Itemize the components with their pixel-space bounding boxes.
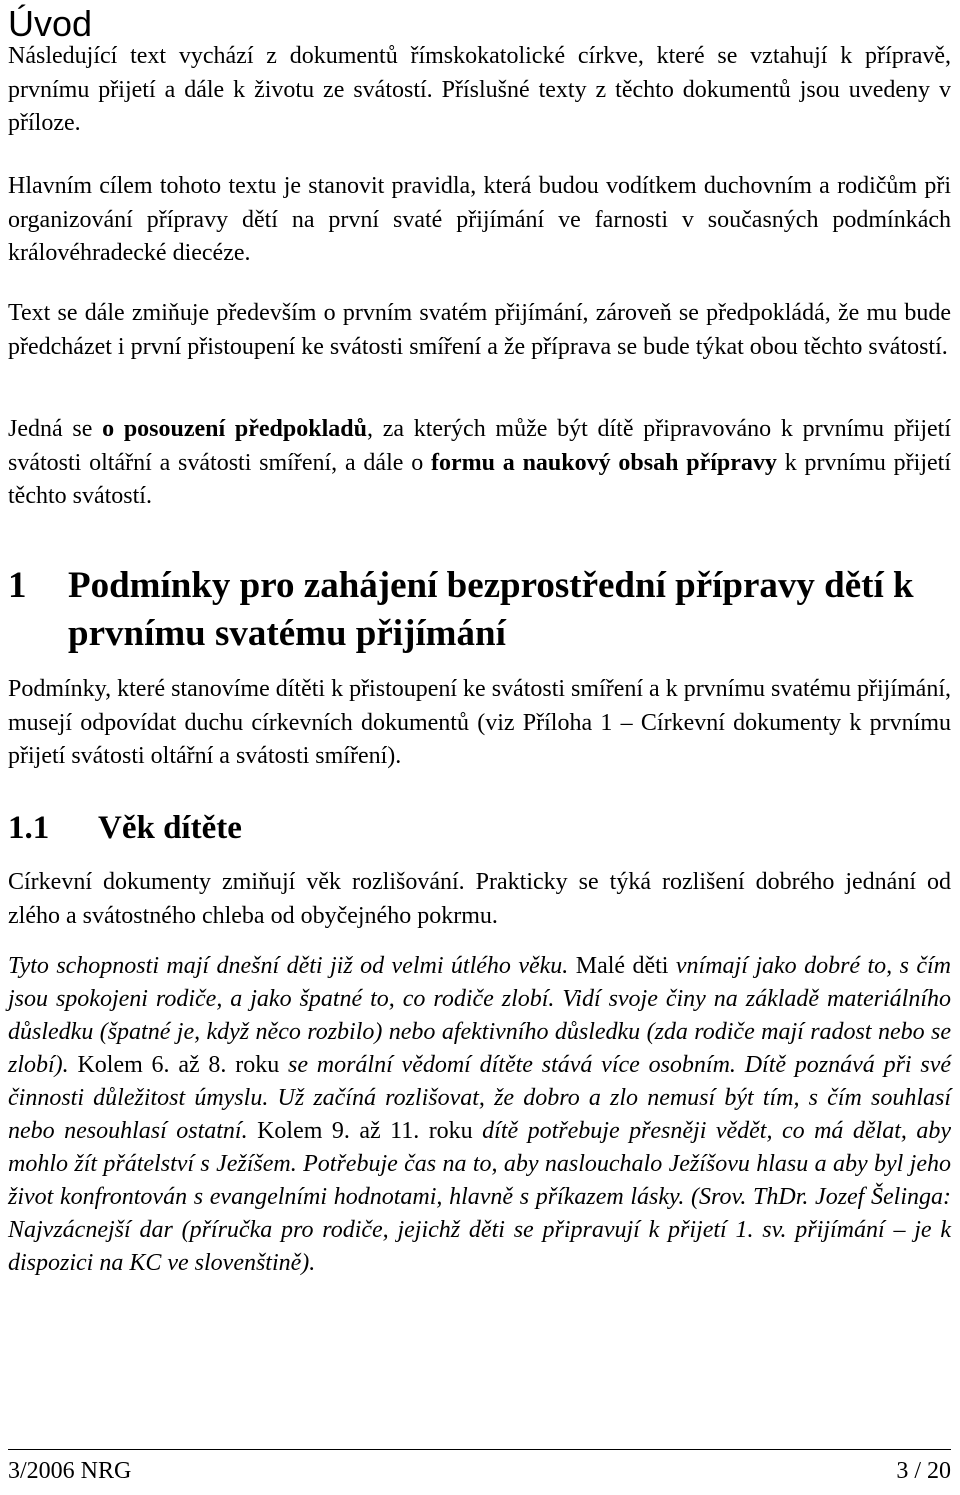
- section-1-heading: [8, 562, 951, 662]
- p2-italic-2: vnímají jako dobré to, s čím jsou spokojeni rodiče, a jako špatné to, co rodiče zlobí. Vidí svoje činy na základě materiálního důsledku (špatné je, když něco rozbilo) nebo afektivního důsledku (zda rodiče mají radost nebo se zlobí).: [8, 953, 951, 1078]
- intro-p4-part-a: Jedná se: [8, 416, 103, 442]
- section-1-1-number: 1.1: [8, 810, 50, 846]
- section-1-paragraph: Podmínky, které stanovíme dítěti k přistoupení ke svátosti smíření a k prvnímu svatému přijímání, musejí odpovídat duchu církevních dokumentů (viz Příloha 1 – Církevní dokumenty k prvnímu přijetí svátosti oltářní a svátosti smíření).: [8, 676, 951, 769]
- intro-p4-bold-assessment: o posouzení předpokladů: [102, 416, 367, 442]
- page-heading: Úvod: [8, 3, 93, 44]
- intro-p4-part-e: k prvnímu přijetí těchto svátostí.: [8, 449, 951, 509]
- p2-regular-1: Malé děti: [568, 953, 676, 979]
- footer-divider: [8, 1449, 951, 1450]
- section-1-1-heading: [8, 808, 951, 850]
- intro-paragraph-2: Hlavním cílem tohoto textu je stanovit pravidla, která budou vodítkem duchovním a rodičům při organizování přípravy dětí na první svaté přijímání ve farnosti v současných podmínkách královéhradecké diecéze.: [8, 173, 951, 266]
- p2-italic-3: se morální vědomí dítěte stává více osobním. Dítě poznává při své činnosti důležitost úmyslu. Už začíná rozlišovat, že dobro a zlo nemusí být tím, s čím souhlasí nebo nesouhlasí ostatní.: [8, 1052, 951, 1144]
- section-1-number: 1: [8, 565, 27, 606]
- intro-paragraph-4: [8, 413, 951, 514]
- intro-paragraph-3: Text se dále zmiňuje především o prvním svatém přijímání, zároveň se předpokládá, že mu bude předcházet i první přistoupení ke svátosti smíření a že příprava se bude týkat obou těchto svátostí.: [8, 300, 951, 360]
- p2-regular-3: Kolem 9. až 11. roku: [247, 1118, 483, 1144]
- footer-document-code: 3/2006 NRG: [8, 1458, 132, 1484]
- intro-p4-part-c: , za kterých může být dítě připravováno k prvnímu přijetí svátosti oltářní a svátosti smíření, a dále o: [8, 416, 952, 476]
- footer-page-number: 3 / 20: [896, 1458, 951, 1484]
- section-1-1-paragraph-1: Církevní dokumenty zmiňují věk rozlišování. Prakticky se týká rozlišení dobrého jednání od zlého a svátostného chleba od obyčejného pokrmu.: [8, 869, 951, 929]
- intro-paragraph-1: Následující text vychází z dokumentů římskokatolické církve, které se vztahují k přípravě, prvnímu přijetí a dále k životu ze svátostí. Příslušné texty z těchto dokumentů jsou uvedeny v příloze.: [8, 43, 951, 136]
- p2-regular-2: Kolem 6. až 8. roku: [68, 1052, 288, 1078]
- p2-italic-4: dítě potřebuje přesněji vědět, co má dělat, aby mohlo žít přátelství s Ježíšem. Potřebuje čas na to, aby naslouchalo Ježíšovu hlasu a aby byl jeho život konfrontován s evangelními hodnotami, hlavně s příkazem lásky. (Srov. ThDr. Jozef Šelinga: Najvzácnejší dar (příručka pro rodiče, jejichž děti se připravují k přijetí 1. sv. přijímání – je k dispozici na KC ve slovenštině).: [8, 1118, 951, 1276]
- section-1-title: Podmínky pro zahájení bezprostřední přípravy dětí k prvnímu svatému přijímání: [68, 565, 914, 654]
- section-1-1-paragraph-2: [8, 950, 951, 1280]
- section-1-1-title: Věk dítěte: [98, 810, 242, 846]
- intro-p4-bold-form: formu a naukový obsah přípravy: [431, 449, 777, 476]
- p2-italic-1: Tyto schopnosti mají dnešní děti již od velmi útlého věku.: [8, 953, 569, 979]
